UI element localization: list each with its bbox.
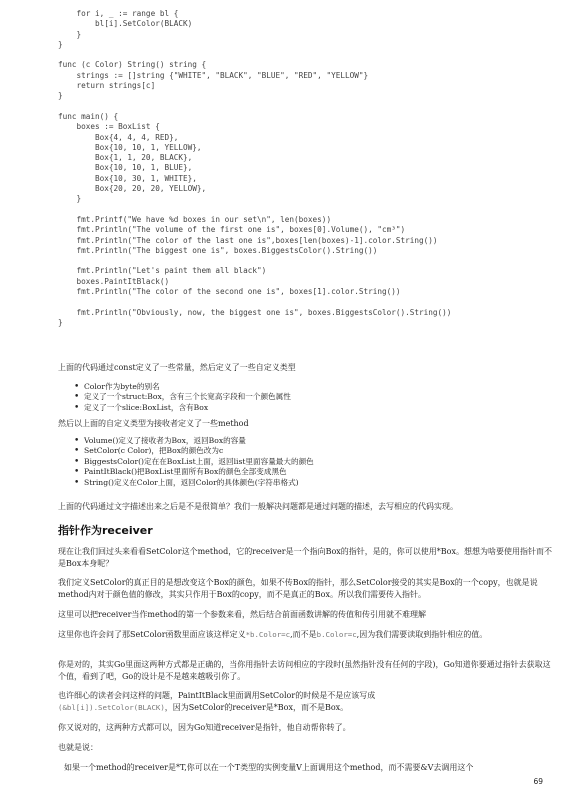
p6-line-1: 也许细心的读者会问这样的问题，PaintItBlack里面调用SetColor的时候是不是应该写成: [58, 691, 376, 700]
inline-code: (&bl[i]).SetColor(BLACK): [58, 703, 165, 712]
list-item: • SetColor(c Color)，把Box的颜色改为c: [74, 446, 314, 456]
go-code-block: for i, _ := range bl { bl[i].SetColor(BLACK) } } func (c Color) String() string { strings := []string {"WHITE", "BLACK", "BLUE", "RED", "YELLOW"} return strings[c] } func main() { boxes := BoxList { Box{4, 4, 4, RED}, Box{10, 10, 1, YELLOW}, Box{1, 1, 20, BLACK}, Box{10, 10, 1, BLUE}, Box{10, 30, 1, WHITE}, Box{20, 20, 20, YELLOW}, } fmt.Printf("We have %d boxes in our set\n", len(boxes)) fmt.Println("The volume of the first one is", boxes[0].Volume(), "cm³") fmt.Println("The color of the last one is",boxes[len(boxes)-1].color.String()) fmt.Println("The biggest one is", boxes.BiggestsColor().String()) fmt.Println("Let's paint them all black") boxes.PaintItBlack() fmt.Println("The color of the second one is", boxes[1].color.String()) fmt.Println("Obviously, now, the biggest one is", boxes.BiggestsColor().String()) }: [58, 9, 452, 327]
intro-paragraph: 上面的代码通过const定义了一些常量，然后定义了一些自定义类型: [58, 363, 296, 372]
paragraph-1: 现在让我们回过头来看看SetColor这个method，它的receiver是一个指向Box的指针，是的，你可以使用*Box。想想为啥要使用指针而不是Box本身呢？: [58, 547, 553, 568]
list-item: • Color作为byte的别名: [74, 382, 291, 392]
list-item: • PaintItBlack()把BoxList里面所有Box的颜色全部变成黑色: [74, 467, 314, 477]
section-heading: 指针作为receiver: [58, 524, 153, 537]
paragraph-9: 如果一个method的receiver是*T,你可以在一个T类型的实例变量V上面调用这个method，而不需要&V去调用这个: [64, 763, 474, 772]
p4-text-after: ,因为我们需要读取到指针相应的值。: [356, 630, 488, 639]
list-item: • Volume()定义了接收者为Box，返回Box的容量: [74, 436, 314, 446]
inline-code: b.Color=c: [316, 630, 357, 639]
methods-list: [74, 436, 314, 488]
receiver-paragraph: 然后以上面的自定义类型为接收者定义了一些method: [58, 419, 249, 428]
summary-paragraph: 上面的代码通过文字描述出来之后是不是很简单？我们一般解决问题都是通过问题的描述，去写相应的代码实现。: [58, 502, 458, 511]
page-number: 69: [533, 777, 543, 786]
list-item: • 定义了一个struct:Box，含有三个长宽高字段和一个颜色属性: [74, 392, 291, 402]
inline-code: *b.Color=c: [245, 630, 291, 639]
paragraph-3: 这里可以把receiver当作method的第一个参数来看，然后结合前面函数讲解的传值和传引用就不难理解: [58, 610, 427, 619]
paragraph-5: 你是对的，其实Go里面这两种方式都是正确的，当你用指针去访问相应的字段时(虽然指针没有任何的字段)，Go知道你要通过指针去获取这个值，看到了吧，Go的设计是不是越来越吸引你了。: [58, 660, 551, 681]
paragraph-4: [58, 629, 558, 641]
list-item: • String()定义在Color上面，返回Color的具体颜色(字符串格式): [74, 478, 314, 488]
custom-types-list: [74, 382, 291, 413]
list-item: • BiggestsColor()定在在BoxList上面，返回list里面容量最大的颜色: [74, 457, 314, 467]
paragraph-6: [58, 690, 558, 714]
paragraph-7: 你又说对的，这两种方式都可以，因为Go知道receiver是指针，他自动帮你转了。: [58, 723, 351, 732]
paragraph-8: 也就是说：: [58, 743, 98, 752]
p6-text-after: ，因为SetColor的receiver是*Box，而不是Box。: [164, 703, 349, 712]
paragraph-2: 我们定义SetColor的真正目的是想改变这个Box的颜色，如果不传Box的指针，那么SetColor接受的其实是Box的一个copy，也就是说method内对于颜色值的修改，其实只作用于Box的copy，而不是真正的Box。所以我们需要传入指针。: [58, 578, 538, 599]
p4-text-middle: ,而不是: [290, 630, 317, 639]
list-item: • 定义了一个slice:BoxList，含有Box: [74, 403, 291, 413]
p4-text-before: 这里你也许会问了那SetColor函数里面应该这样定义: [58, 630, 246, 639]
